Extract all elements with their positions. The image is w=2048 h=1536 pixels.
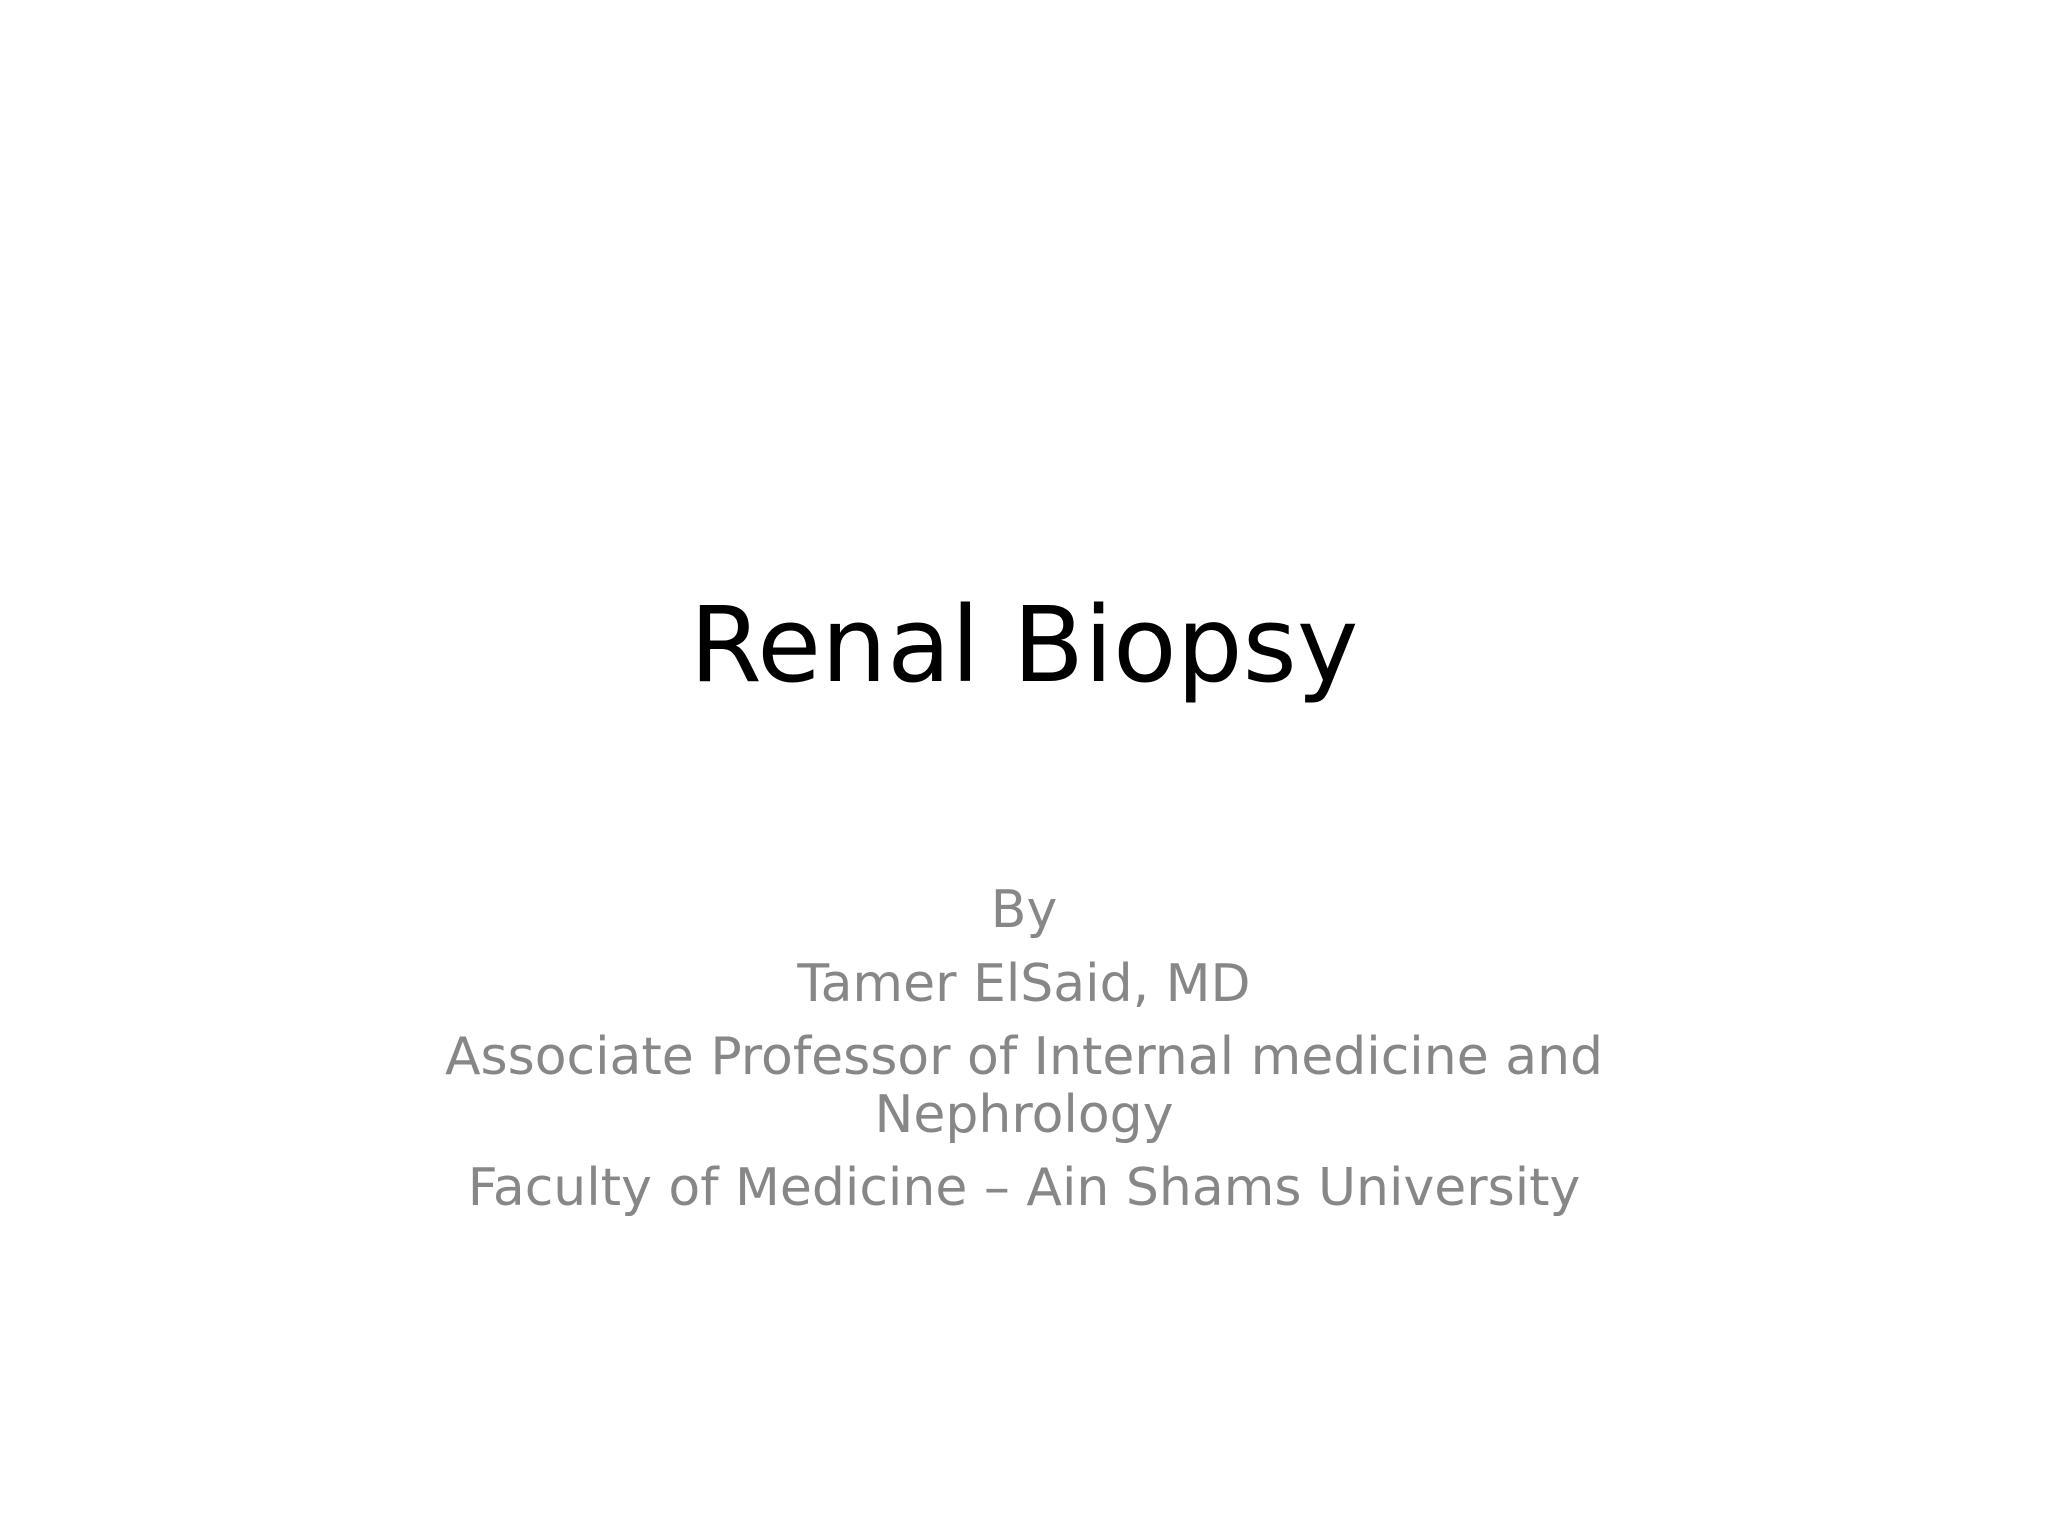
slide-title: Renal Biopsy (689, 584, 1359, 706)
subtitle-by: By (990, 880, 1058, 940)
slide-subtitle (424, 880, 1624, 1218)
author-affiliation: Faculty of Medicine – Ain Shams University (467, 1158, 1581, 1218)
author-name: Tamer ElSaid, MD (797, 954, 1251, 1014)
author-position: Associate Professor of Internal medicine and Nephrology (444, 1027, 1604, 1145)
